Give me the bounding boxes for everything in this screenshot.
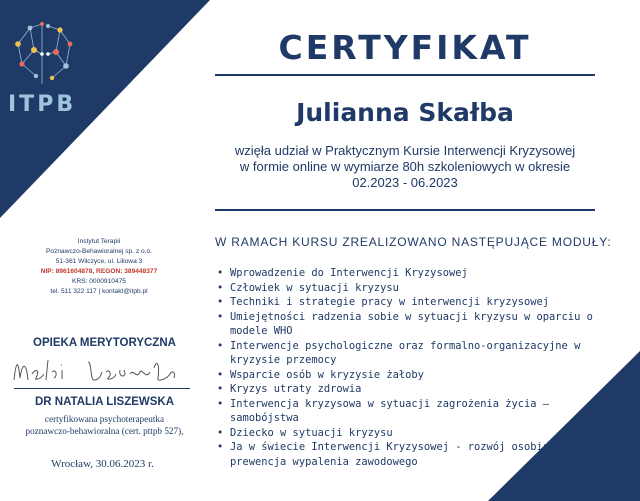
divider-top: [215, 74, 595, 76]
institution-address: 51-361 Wilczyce, ul. Liliowa 3: [55, 258, 143, 265]
module-item: • Człowiek w sytuacji kryzysu: [217, 281, 597, 296]
certificate-title: CERTYFIKAT: [278, 28, 532, 67]
institution-info: [24, 237, 174, 297]
module-item: • Interwencje psychologiczne oraz formalno-organizacyjne w kryzysie przemocy: [217, 339, 597, 368]
module-item: • Techniki i strategie pracy w interwencji kryzysowej: [217, 295, 597, 310]
modules-heading: W RAMACH KURSU ZREALIZOWANO NASTĘPUJĄCE MODUŁY:: [215, 235, 612, 249]
place-and-date: Wrocław, 30.06.2023 r.: [51, 458, 154, 470]
supervision-label: OPIEKA MERYTORYCZNA: [33, 337, 176, 349]
module-item: • Dziecko w sytuacji kryzysu: [217, 426, 597, 441]
signature-image: [6, 350, 186, 390]
description-period: 02.2023 - 06.2023: [352, 175, 458, 190]
signer-title-2: poznawczo-behawioralna (cert. pttpb 527),: [25, 426, 184, 436]
description-line-1: wzięła udział w Praktycznym Kursie Interwencji Kryzysowej: [234, 143, 576, 158]
divider-middle: [215, 209, 595, 211]
module-item: • Wprowadzenie do Interwencji Kryzysowej: [217, 266, 597, 281]
modules-list: [217, 266, 597, 469]
module-item: • Wsparcie osób w kryzysie żałoby: [217, 368, 597, 383]
brain-network-icon: [8, 14, 80, 92]
institution-contact: tel. 511 322 117 | kontakt@itpb.pl: [50, 288, 148, 295]
institution-name: Instytut Terapii: [77, 238, 121, 245]
signature-line: [14, 388, 190, 389]
institution-nip-regon: NIP: 8961604878, REGON: 389448377: [40, 268, 158, 275]
institution-name-2: Poznawczo-Behawioralnej sp. z o.o.: [46, 248, 152, 255]
description-line-2: w formie online w wymiarze 80h szkoleniowych w okresie: [239, 159, 571, 174]
module-item: • Umiejętności radzenia sobie w sytuacji kryzysu w oparciu o modele WHO: [217, 310, 597, 339]
recipient-name: Julianna Skałba: [296, 98, 514, 127]
module-item: • Ja w świecie Interwencji Kryzysowej - rozwój osobisty oraz prewencja wypalenia zawodowego: [217, 440, 597, 469]
signer-name: DR NATALIA LISZEWSKA: [34, 396, 175, 408]
course-description: [215, 143, 595, 191]
signer-title-1: certyfikowana psychoterapeutka: [44, 414, 165, 424]
institution-krs: KRS: 0000910475: [72, 278, 126, 285]
signer-credentials: [2, 413, 207, 437]
module-item: • Kryzys utraty zdrowia: [217, 382, 597, 397]
module-item: • Interwencja kryzysowa w sytuacji zagrożenia życia – samobójstwa: [217, 397, 597, 426]
logo-text: ITPB: [8, 92, 77, 117]
